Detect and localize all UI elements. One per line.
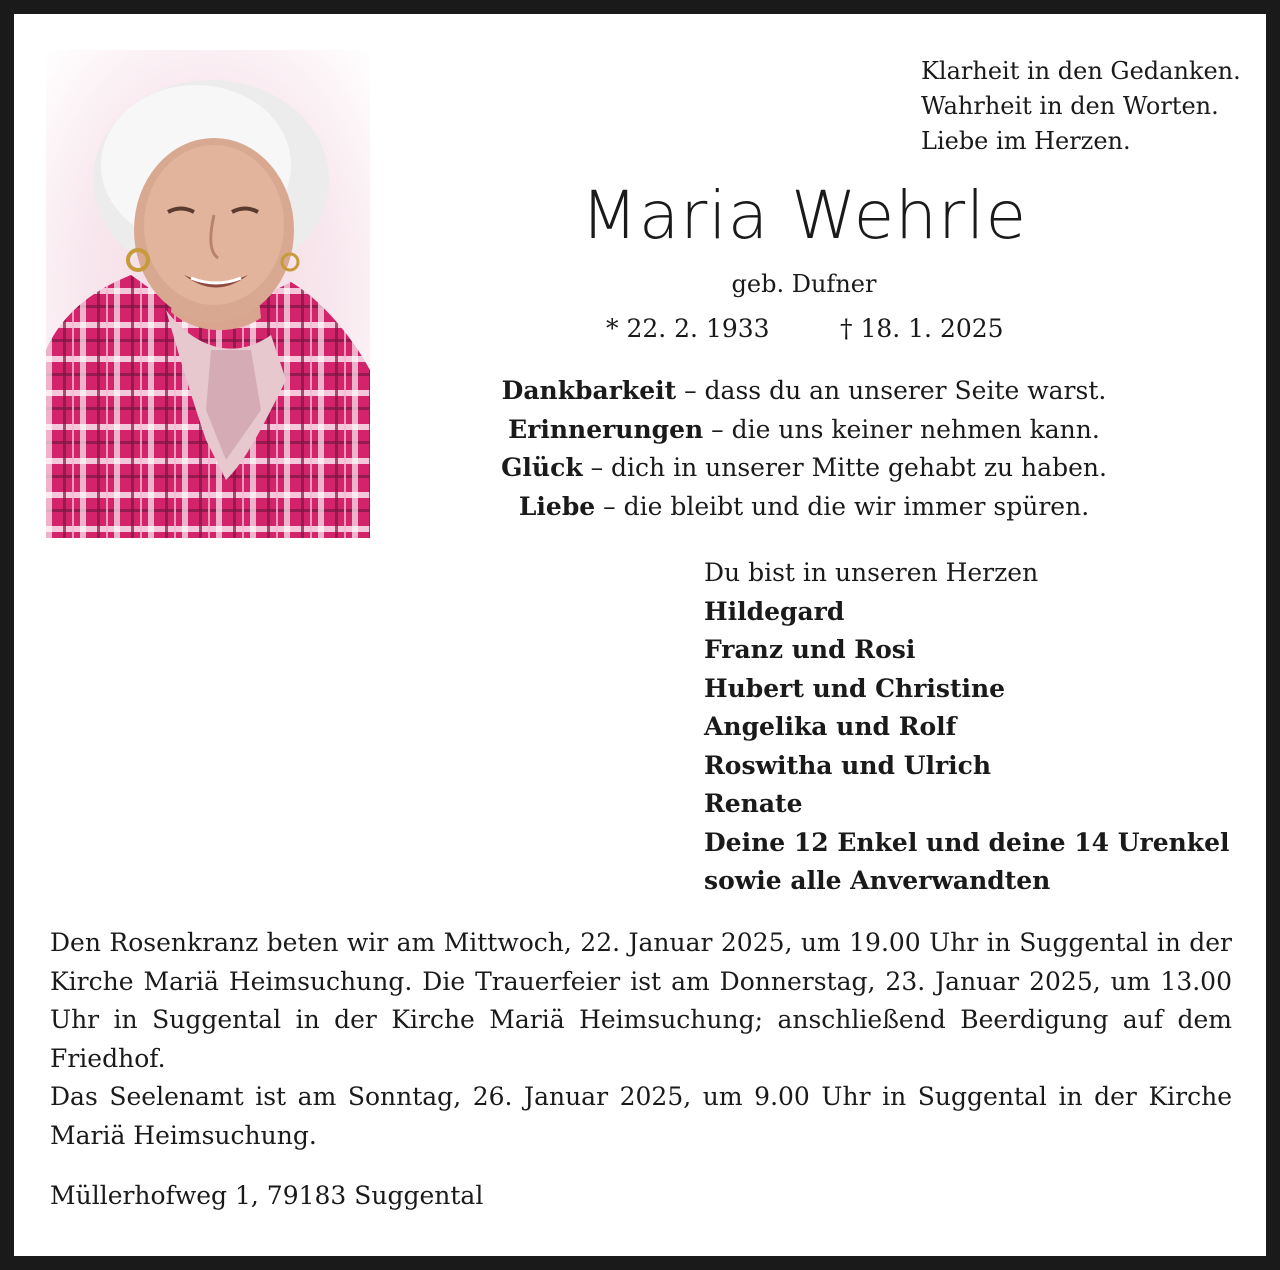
sentiments-block	[454, 372, 1154, 526]
family-member: Deine 12 Enkel und deine 14 Urenkel	[704, 827, 1230, 857]
sentiment-line	[454, 449, 1154, 488]
sentiment-text: – dich in unserer Mitte gehabt zu haben.	[582, 453, 1107, 482]
family-member: Hubert und Christine	[704, 673, 1006, 703]
birth-date: * 22. 2. 1933	[606, 314, 770, 343]
motto-line: Wahrheit in den Worten.	[921, 92, 1219, 120]
sentiment-term: Glück	[501, 453, 583, 482]
family-intro: Du bist in unseren Herzen	[704, 558, 1039, 587]
family-member: Angelika und Rolf	[704, 712, 957, 741]
death-date: † 18. 1. 2025	[840, 314, 1004, 343]
obituary-notice	[14, 14, 1266, 1256]
family-address: Müllerhofweg 1, 79183 Suggental	[50, 1181, 484, 1210]
sentiment-text: – die bleibt und die wir immer spüren.	[595, 491, 1090, 521]
family-member: Roswitha und Ulrich	[704, 750, 992, 780]
sentiment-term: Dankbarkeit	[501, 376, 677, 405]
motto-line: Liebe im Herzen.	[921, 127, 1131, 155]
family-member: Franz und Rosi	[704, 635, 916, 664]
family-list	[704, 554, 1230, 901]
maiden-name: geb. Dufner	[731, 270, 877, 298]
motto-quote	[921, 54, 1241, 159]
deceased-name: Maria Wehrle	[580, 177, 1028, 254]
portrait-illustration	[46, 50, 370, 538]
sentiment-text: – die uns keiner nehmen kann.	[703, 414, 1100, 444]
family-member: sowie alle Anverwandten	[704, 866, 1051, 895]
motto-line: Klarheit in den Gedanken.	[921, 57, 1241, 85]
sentiment-line	[454, 488, 1154, 527]
service-details	[50, 924, 1232, 1155]
family-member: Hildegard	[704, 596, 845, 626]
service-paragraph: Das Seelenamt ist am Sonntag, 26. Januar 2025, um 9.00 Uhr in Suggental in der Kirche Mariä Heimsuchung.	[50, 1082, 1232, 1150]
service-paragraph: Den Rosenkranz beten wir am Mittwoch, 22. Januar 2025, um 19.00 Uhr in Suggental in der Kirche Mariä Heimsuchung. Die Trauerfeier ist am Donnerstag, 23. Januar 2025, um 13.00 Uhr in Suggental in der Kirche Mariä Heimsuchung; anschließend Beerdigung auf dem Friedhof.	[50, 928, 1232, 1073]
sentiment-term: Erinnerungen	[508, 414, 704, 444]
sentiment-line	[454, 372, 1154, 411]
sentiment-line	[454, 411, 1154, 450]
family-member: Renate	[704, 789, 803, 818]
sentiment-term: Liebe	[518, 491, 596, 521]
sentiment-text: – dass du an unserer Seite warst.	[676, 376, 1107, 405]
portrait-photo	[46, 50, 370, 538]
